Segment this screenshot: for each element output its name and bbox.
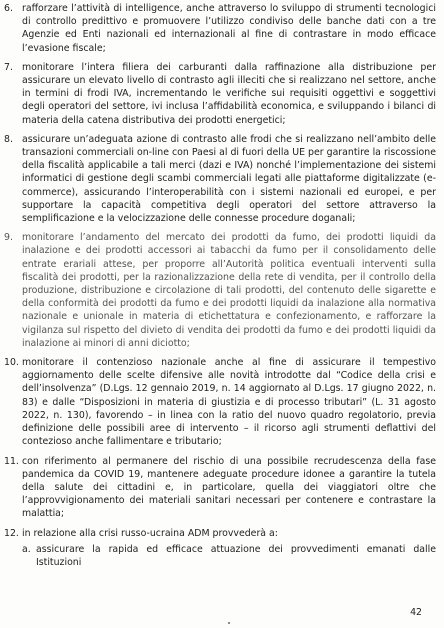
item-number: 10. xyxy=(4,357,19,369)
item-text: monitorare l’intera filiera dei carburanti dalla raffinazione alla distribuzione per assicurare un elevato livello di contrasto agli illeciti che si realizzano nel settore, anche in termini di frodi IVA, incrementando le verifiche sui requisiti oggettivi e soggettivi degli operatori del settore, ivi inclusa l’affidabilità economica, e sviluppando i bilanci di materia della catena distributiva dei prodotti energetici; xyxy=(22,61,436,126)
list-item-10 xyxy=(4,356,436,448)
sub-item-text: assicurare la rapida ed efficace attuazione dei provvedimenti emanati dalle Istituzioni xyxy=(36,543,436,568)
list-item-11 xyxy=(4,455,436,521)
item-text: monitorare il contenzioso nazionale anche al fine di assicurare il tempestivo aggiornamento delle scelte difensive alle novità introdotte dal “Codice della crisi e dell’insolvenza” (D.Lgs. 12 gennaio 2019, n. 14 aggiornato al D.Lgs. 17 giugno 2022, n. 83) e dalle “Disposizioni in materia di giustizia e di processo tributari” (L. 31 agosto 2022, n. 130), favorendo – in linea con la ratio del nuovo quadro regolatorio, previa definizione delle possibili aree di intervento – il ricorso agli strumenti deflattivi del contezioso anche fallimentare e tributario; xyxy=(22,357,436,448)
sub-item-a xyxy=(4,543,436,569)
item-text: rafforzare l’attività di intelligence, anche attraverso lo sviluppo di strumenti tecnologici di controllo predittivo e promuovere l’utilizzo condiviso delle banche dati con a tre Agenzie ed Enti nazionali ed internazionali al fine di contrastare in modo efficace l’evasione fiscale; xyxy=(22,3,436,54)
page-number: 42 xyxy=(410,607,422,618)
item-number: 9. xyxy=(4,232,13,244)
list-item-6 xyxy=(4,2,436,55)
item-number: 7. xyxy=(4,61,13,73)
scan-speck xyxy=(228,622,230,624)
list-item-12 xyxy=(4,527,436,540)
item-number: 6. xyxy=(4,3,13,14)
item-text: con riferimento al permanere del rischio di una possibile recrudescenza della fase pandemica da COVID 19, mantenere adeguate procedure idonee a garantire la tutela della salute dei cittadini e, in particolare, quella dei viaggiatori oltre che l’approvvigionamento dei materiali sanitari necessari per contenere e contrastare la malattia; xyxy=(22,455,436,520)
list-item-8 xyxy=(4,133,436,225)
list-item-9 xyxy=(4,231,436,350)
item-text: in relazione alla crisi russo-ucraina ADM provvederà a: xyxy=(22,527,278,539)
item-number: 8. xyxy=(4,133,13,145)
item-number: 11. xyxy=(4,455,19,467)
item-text: assicurare un’adeguata azione di contrasto alle frodi che si realizzano nell’ambito delle transazioni commerciali on-line con Paesi al di fuori della UE per garantire la riscossione della fiscalità applicabile a tali merci (dazi e IVA) nonché l’implementazione dei sistemi informatici di gestione degli scambi commerciali legati alle piattaforme digitalizzate (e-commerce), assicurando l’interoperabilità con i sistemi nazionali ed europei, e per supportare la capacità competitiva degli operatori del settore attraverso la semplificazione e la velocizzazione delle connesse procedure doganali; xyxy=(22,133,436,225)
item-text: monitorare l’andamento del mercato dei prodotti da fumo, dei prodotti liquidi da inalazione e dei prodotti accessori ai tabacchi da fumo per il consolidamento delle entrate erariali attese, per proporre all’Autorità politica eventuali interventi sulla fiscalità dei prodotti, per la razionalizzazione della rete di vendita, per il controllo della produzione, distribuzione e circolazione di tali prodotti, del contenuto delle sigarette e della conformità dei prodotti da fumo e dei prodotti liquidi da inalazione alla normativa nazionale e unionale in materia di etichettatura e confezionamento, e rafforzare la vigilanza sul rispetto del divieto di vendita dei prodotti da fumo e dei prodotti liquidi da inalazione ai minori di anni diciotto; xyxy=(22,232,436,349)
sub-item-letter: a. xyxy=(22,543,31,555)
list-item-7 xyxy=(4,61,436,127)
item-number: 12. xyxy=(4,527,19,539)
